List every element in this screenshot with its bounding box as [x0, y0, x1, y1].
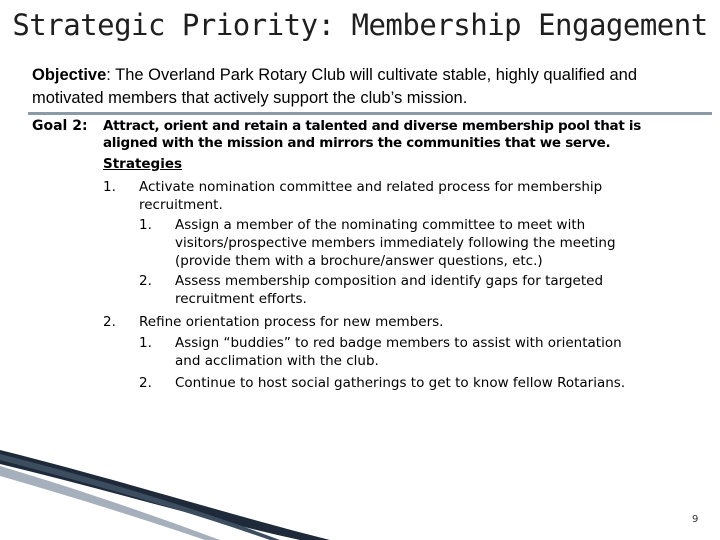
strategies-heading: Strategies	[103, 156, 183, 172]
substrategy-text-line: (provide them with a brochure/answer questions, etc.)	[175, 253, 543, 269]
objective-text: : The Overland Park Rotary Club will cultivate stable, highly qualified and motivated members that actively support the club’s mission.	[32, 66, 638, 107]
divider-rule	[28, 112, 712, 115]
substrategy-number: 2.	[139, 375, 152, 391]
substrategy-number: 1.	[139, 217, 152, 233]
strategy-number: 2.	[103, 314, 116, 330]
goal-text: Attract, orient and retain a talented and diverse membership pool that is aligned with the mission and mirrors the communities that we serve.	[103, 118, 641, 151]
substrategy-text-line: recruitment efforts.	[175, 291, 307, 307]
substrategy-text-line: Assess membership composition and identify gaps for targeted	[175, 273, 604, 289]
decorative-swoosh	[0, 440, 720, 540]
objective-label: Objective	[32, 66, 107, 84]
goal-label: Goal 2:	[32, 118, 88, 134]
substrategy-text-line: and acclimation with the club.	[175, 353, 379, 369]
page-number: 9	[692, 514, 699, 525]
substrategy-number: 1.	[139, 335, 152, 351]
substrategy-number: 2.	[139, 273, 152, 289]
substrategy-text-line: Continue to host social gatherings to get to know fellow Rotarians.	[175, 375, 626, 391]
slide-title: Strategic Priority: Membership Engagement	[12, 8, 708, 42]
strategy-text-line: Refine orientation process for new members.	[139, 314, 444, 330]
substrategy-text-line: Assign “buddies” to red badge members to assist with orientation	[175, 335, 622, 351]
substrategy-text-line: visitors/prospective members immediately following the meeting	[175, 235, 616, 251]
substrategy-text-line: Assign a member of the nominating committee to meet with	[175, 217, 586, 233]
strategy-text-line: recruitment.	[139, 197, 223, 213]
strategy-text-line: Activate nomination committee and related process for membership	[139, 179, 603, 195]
strategy-number: 1.	[103, 179, 116, 195]
objective-paragraph	[32, 64, 702, 110]
